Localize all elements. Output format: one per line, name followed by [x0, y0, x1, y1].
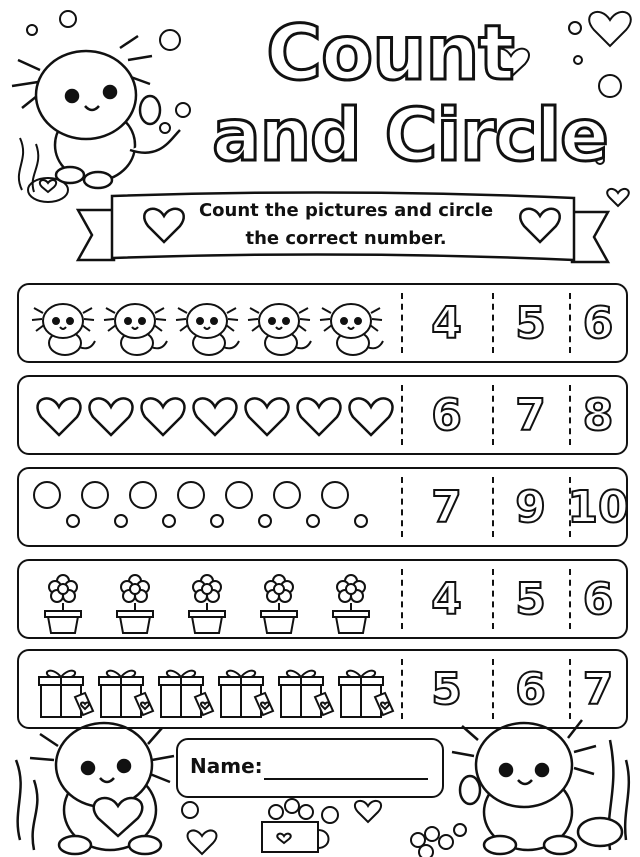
- pictures-group: [27, 565, 397, 635]
- axolotl-icon: [320, 304, 383, 355]
- axolotl-icon: [248, 304, 311, 355]
- heart-icon: [607, 189, 629, 206]
- heart-icon: [141, 398, 184, 435]
- number-option[interactable]: 6: [431, 389, 462, 441]
- bubble-icon: [34, 482, 79, 527]
- flower-mug-icon: [262, 799, 329, 852]
- page-subtitle: and Circle: [212, 93, 608, 177]
- bubble-icon: [60, 11, 76, 27]
- count-row: [17, 375, 628, 455]
- bubble-icon: [27, 25, 37, 35]
- name-label: Name:: [190, 754, 263, 778]
- number-option[interactable]: 8: [582, 389, 614, 441]
- number-option[interactable]: 6: [582, 297, 614, 349]
- number-option[interactable]: 4: [431, 297, 462, 349]
- bubble-icon: [82, 482, 127, 527]
- pictures-group: [27, 655, 397, 725]
- number-option[interactable]: 7: [582, 663, 614, 715]
- number-option[interactable]: 4: [431, 573, 462, 625]
- count-row: [17, 467, 628, 547]
- number-option[interactable]: 10: [567, 481, 629, 533]
- pictures-group: [27, 473, 397, 543]
- bubble-icon: [274, 482, 319, 527]
- number-option[interactable]: 6: [515, 663, 546, 715]
- instruction-banner: [76, 188, 610, 272]
- number-option[interactable]: 9: [515, 481, 546, 533]
- bubble-icon: [176, 103, 190, 117]
- heart-icon: [297, 398, 340, 435]
- name-box: [176, 738, 444, 798]
- pictures-group: [27, 381, 397, 451]
- gift-box-icon: [219, 671, 273, 717]
- heart-icon: [89, 398, 132, 435]
- heart-icon: [349, 398, 392, 435]
- number-option[interactable]: 5: [431, 663, 462, 715]
- heart-icon: [245, 398, 288, 435]
- heart-icon: [37, 398, 80, 435]
- heart-icon: [188, 830, 217, 854]
- bubble-icon: [178, 482, 223, 527]
- flower-cluster-icon: [411, 827, 453, 857]
- instruction-line: Count the pictures and circle: [198, 200, 494, 221]
- gift-box-icon: [159, 671, 213, 717]
- heart-icon: [355, 801, 381, 822]
- number-option[interactable]: 7: [515, 389, 546, 441]
- flower-pot-icon: [45, 575, 81, 633]
- count-row: [17, 559, 628, 639]
- count-row: [17, 283, 628, 363]
- bubble-icon: [226, 482, 271, 527]
- gift-box-icon: [339, 671, 393, 717]
- instruction-text: [176, 188, 516, 262]
- flower-pot-icon: [261, 575, 297, 633]
- bubble-icon: [322, 807, 338, 823]
- gift-box-icon: [39, 671, 93, 717]
- instruction-line: the correct number.: [245, 228, 447, 249]
- heart-icon: [193, 398, 236, 435]
- number-option[interactable]: 5: [515, 297, 546, 349]
- gift-box-icon: [279, 671, 333, 717]
- flower-pot-icon: [117, 575, 153, 633]
- axolotl-icon: [16, 723, 174, 854]
- pictures-group: [27, 289, 397, 359]
- bubble-icon: [322, 482, 367, 527]
- number-option[interactable]: 7: [431, 481, 462, 533]
- gift-box-icon: [99, 671, 153, 717]
- page-title: Count: [266, 8, 514, 97]
- name-field[interactable]: [264, 778, 428, 780]
- bubble-icon: [130, 482, 175, 527]
- number-option[interactable]: 5: [515, 573, 546, 625]
- bubble-icon: [160, 123, 170, 133]
- bubble-icon: [454, 824, 466, 836]
- axolotl-icon: [176, 304, 239, 355]
- count-row: [17, 649, 628, 729]
- bubble-icon: [182, 802, 198, 818]
- flower-pot-icon: [189, 575, 225, 633]
- number-option[interactable]: 6: [582, 573, 614, 625]
- axolotl-icon: [104, 304, 167, 355]
- axolotl-icon: [452, 720, 629, 854]
- axolotl-icon: [32, 304, 95, 355]
- flower-pot-icon: [333, 575, 369, 633]
